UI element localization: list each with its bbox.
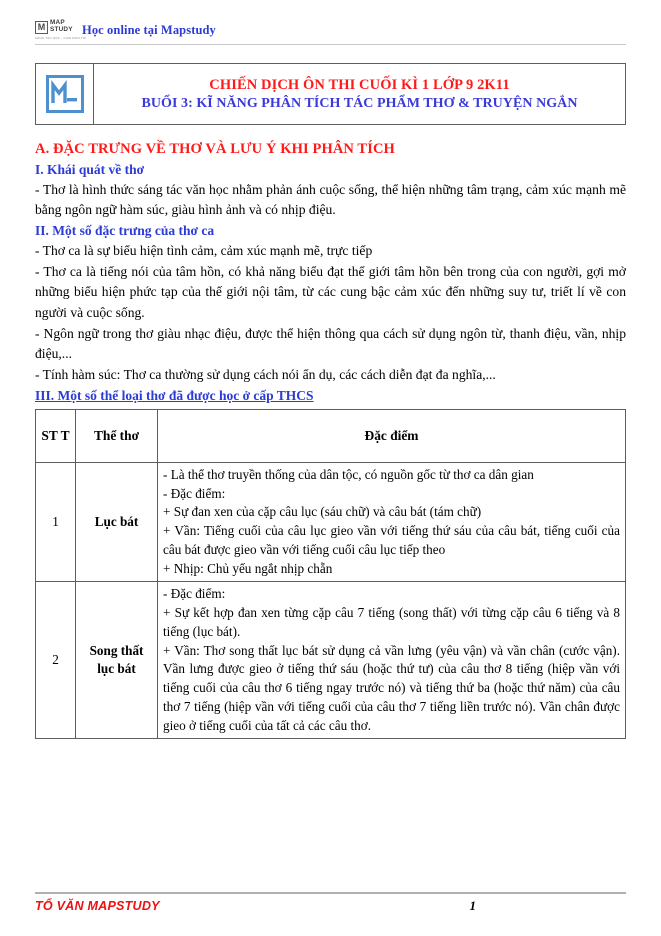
page-number: 1 bbox=[469, 898, 476, 913]
brand-tagline: SÁNG TẠO HỌC - GIẢN ĐƠN THI bbox=[35, 35, 87, 40]
paragraph-4: - Ngôn ngữ trong thơ giàu nhạc điệu, được thể hiện thông qua cách sử dụng ngôn từ, thanh điệu, vần, nhịp điệu,... bbox=[35, 325, 626, 361]
paragraph-1: - Thơ là hình thức sáng tác văn học nhằm phản ánh cuộc sống, thể hiện những tâm trạng, cảm xúc mạnh mẽ bằng ngôn ngữ hàm súc, giàu hình ảnh và có nhịp điệu. bbox=[35, 182, 626, 218]
cell-dac-diem bbox=[158, 582, 626, 739]
mapstudy-m-logo-icon bbox=[46, 75, 84, 113]
detail-line: - Đặc điểm: bbox=[163, 485, 226, 501]
table-row bbox=[36, 462, 626, 581]
campaign-title: CHIẾN DỊCH ÔN THI CUỐI KÌ 1 LỚP 9 2K11 bbox=[209, 76, 510, 93]
heading-part-ii: II. Một số đặc trưng của thơ ca bbox=[35, 223, 215, 239]
poem-forms-table bbox=[35, 409, 626, 739]
column-header-stt: ST T bbox=[36, 409, 76, 462]
lesson-subtitle: BUỔI 3: KĨ NĂNG PHÂN TÍCH TÁC PHẨM THƠ & TRUYỆN NGẮN bbox=[141, 95, 578, 111]
detail-line: + Vần: Thơ song thất lục bát sử dụng cả vần lưng (yêu vận) và vần chân (cước vận). Vần lưng được gieo ở tiếng thứ sáu (hoặc thứ tư) của câu thơ 8 tiếng (hiệp vần với tiếng cuối của câu thơ 6 tiếng ngay trước nó) và tiếng thứ ba (hoặc thứ năm) của câu thơ 7 tiếng (hiệp vần với tiếng cuối của câu thơ 7 tiếng liền trước nó). Vần chân được gieo ở tiếng cuối của tất cả các câu thơ. bbox=[163, 642, 620, 733]
header-title: Học online tại Mapstudy bbox=[82, 22, 216, 37]
footer-divider bbox=[35, 892, 626, 894]
title-text-cell bbox=[94, 64, 625, 124]
brand-word-bottom: STUDY bbox=[50, 26, 73, 34]
running-header bbox=[35, 0, 626, 38]
detail-line: + Vần: Tiếng cuối của câu lục gieo vần với tiếng thứ sáu của câu bát, tiếng cuối của câu bát được gieo vần với tiếng cuối câu lục tiếp theo bbox=[163, 523, 620, 557]
detail-line: + Sự đan xen của cặp câu lục (sáu chữ) và câu bát (tám chữ) bbox=[163, 504, 482, 520]
column-header-the-tho: Thể thơ bbox=[76, 409, 158, 462]
brand-mark-icon: M bbox=[35, 21, 48, 34]
detail-line: - Là thể thơ truyền thống của dân tộc, có nguồn gốc từ thơ ca dân gian bbox=[163, 466, 534, 482]
paragraph-3: - Thơ ca là tiếng nói của tâm hồn, có khả năng biểu đạt thế giới tâm hồn bên trong của con người, gợi mở những biểu hiện phức tạp của thế giới nội tâm, từ các cung bậc cảm xúc đến những suy tư, triết lí về con người và cuộc sống. bbox=[35, 264, 626, 320]
heading-section-a: A. ĐẶC TRƯNG VỀ THƠ VÀ LƯU Ý KHI PHÂN TÍCH bbox=[35, 141, 395, 157]
cell-stt: 1 bbox=[36, 462, 76, 581]
detail-line: - Đặc điểm: bbox=[163, 586, 226, 602]
header-divider bbox=[35, 44, 626, 45]
paragraph-2: - Thơ ca là sự biểu hiện tình cảm, cảm xúc mạnh mẽ, trực tiếp bbox=[35, 243, 373, 259]
detail-line: + Sự kết hợp đan xen từng cặp câu 7 tiếng (song thất) với từng cặp câu 6 tiếng và 8 tiếng (lục bát). bbox=[163, 605, 620, 639]
title-box bbox=[35, 63, 626, 125]
document-content bbox=[35, 141, 626, 739]
footer-label: TỔ VĂN MAPSTUDY bbox=[35, 899, 160, 913]
mapstudy-brand-logo bbox=[35, 19, 87, 41]
brand-word-top: MAP bbox=[50, 19, 65, 27]
table-row bbox=[36, 582, 626, 739]
title-logo-cell bbox=[36, 64, 94, 124]
paragraph-5: - Tính hàm súc: Thơ ca thường sử dụng cách nói ẩn dụ, các cách diễn đạt đa nghĩa,... bbox=[35, 366, 496, 382]
cell-the-tho: Song thất lục bát bbox=[76, 582, 158, 739]
detail-line: + Nhịp: Chủ yếu ngắt nhịp chẵn bbox=[163, 560, 333, 576]
cell-dac-diem bbox=[158, 462, 626, 581]
cell-stt: 2 bbox=[36, 582, 76, 739]
running-footer bbox=[35, 892, 626, 914]
column-header-dac-diem: Đặc điểm bbox=[158, 409, 626, 462]
heading-part-i: I. Khái quát về thơ bbox=[35, 162, 145, 177]
heading-part-iii: III. Một số thể loại thơ đã được học ở cấp THCS bbox=[35, 387, 314, 403]
table-header-row bbox=[36, 409, 626, 462]
table-body bbox=[36, 462, 626, 738]
cell-the-tho: Lục bát bbox=[76, 462, 158, 581]
